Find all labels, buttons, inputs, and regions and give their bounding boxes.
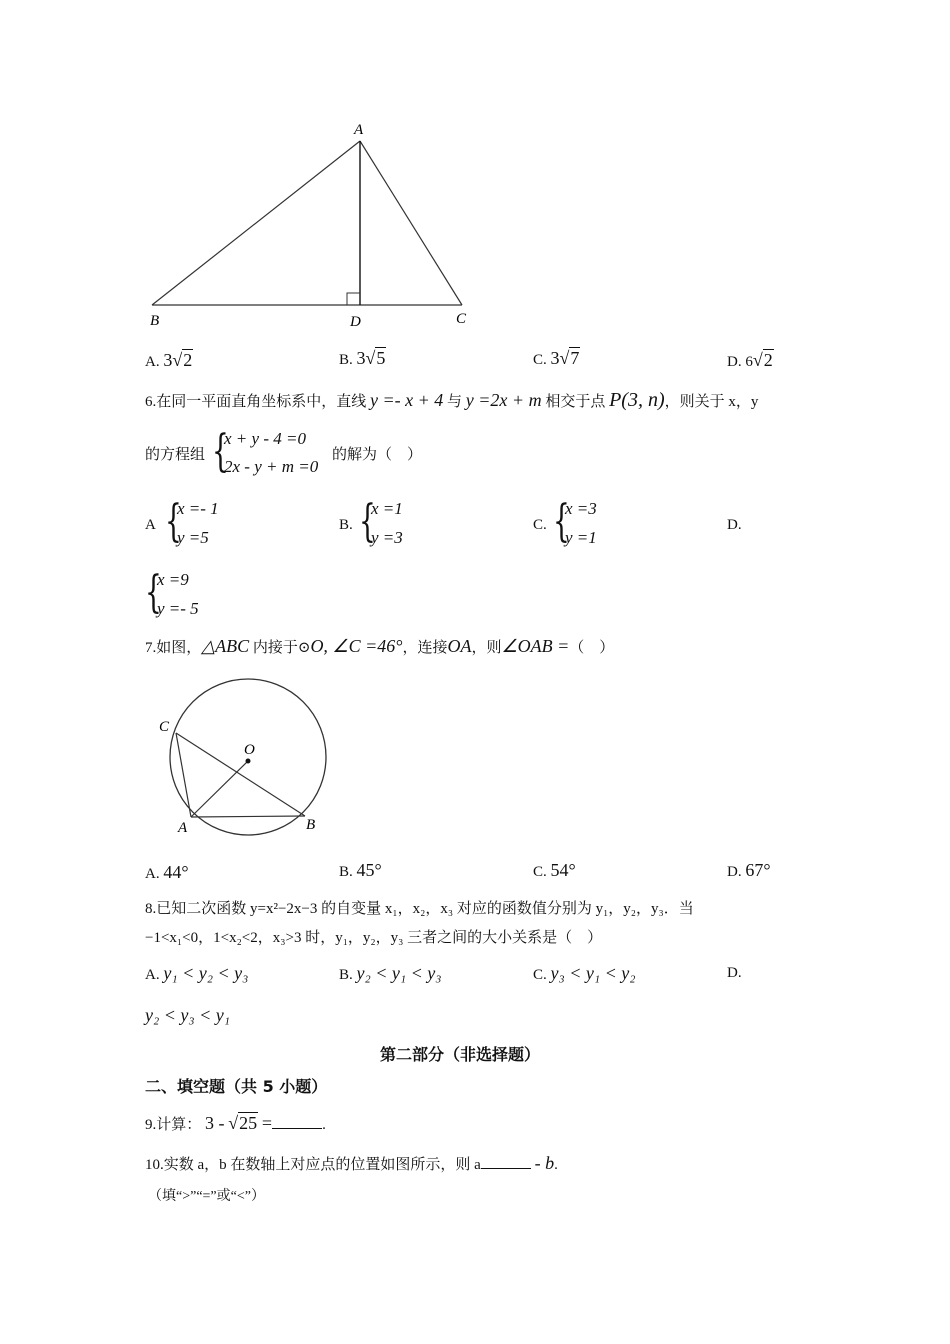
q10-stem: 10.实数 a，b 在数轴上对应点的位置如图所示，则 a - b. — [145, 1153, 558, 1173]
q8-option-d[interactable]: y₂ < y₃ < y₁ — [145, 1005, 231, 1025]
q6-option-b[interactable]: B. { x =1 y =3 — [339, 496, 403, 547]
circle-figure — [150, 675, 340, 840]
vertex-label-a: A — [354, 122, 364, 138]
vertex-label-b: B — [150, 313, 160, 329]
q7-stem: 7.如图，△ABC 内接于⊙O, ∠C =46°，连接OA，则∠OAB =（ ） — [145, 636, 615, 656]
part-two-title: 第二部分（非选择题） — [380, 1045, 541, 1064]
vertex-label-d: D — [350, 314, 361, 330]
q8-option-a[interactable]: A. y₁ < y₂ < y₃ — [145, 963, 249, 983]
q6-option-c[interactable]: C. { x =3 y =1 — [533, 496, 597, 547]
q10-answer-blank[interactable] — [481, 1154, 531, 1169]
q7-option-c[interactable]: C. 54° — [533, 860, 576, 880]
q6-stem-line1: 6.在同一平面直角坐标系中，直线 y =- x + 4 与 y =2x + m 相交于点 P(3, n)，则关于 x，y — [145, 389, 759, 411]
q7-option-b[interactable]: B. 45° — [339, 860, 382, 880]
circle-label-a: A — [178, 820, 188, 836]
q5-option-a[interactable]: A. 3√2 — [145, 350, 193, 370]
section-two-title: 二、填空题（共 5 小题） — [145, 1077, 328, 1096]
q8-option-b[interactable]: B. y₂ < y₁ < y₃ — [339, 963, 442, 983]
circle-label-c: C — [159, 719, 170, 735]
q6-option-a[interactable]: A { x =- 1 y =5 — [145, 496, 219, 547]
circle-label-o: O — [244, 742, 255, 758]
q5-option-c[interactable]: C. 3√7 — [533, 348, 580, 368]
q10-hint: （填“>”“=”或“<”） — [148, 1189, 265, 1204]
q9-answer-blank[interactable] — [272, 1114, 322, 1129]
q9-stem: 9.计算： 3 - √25 = . — [145, 1113, 326, 1133]
q5-option-d[interactable]: D. 6√2 — [727, 350, 773, 370]
circle-label-b: B — [306, 817, 316, 833]
q5-option-b[interactable]: B. 3√5 — [339, 348, 386, 368]
q8-option-c[interactable]: C. y₃ < y₁ < y₂ — [533, 963, 636, 983]
q6-option-d[interactable]: { x =9 y =- 5 — [145, 567, 199, 618]
q6-equation-system: { x + y - 4 =0 2x - y + m =0 — [212, 426, 319, 477]
triangle-figure — [140, 115, 480, 335]
q7-option-d[interactable]: D. 67° — [727, 860, 771, 880]
q6-option-d-letter[interactable]: D. — [727, 517, 742, 533]
q6-stem-line2: 的方程组 — [145, 447, 206, 463]
q7-option-a[interactable]: A. 44° — [145, 862, 189, 882]
q6-stem-end: 的解为（ ） — [332, 447, 423, 463]
vertex-label-c: C — [456, 311, 467, 327]
q8-option-d-letter[interactable]: D. — [727, 965, 742, 981]
q8-stem-line2: −1<x₁<0，1<x₂<2，x₃>3 时，y₁，y₂，y₃ 三者之间的大小关系是（ ） — [145, 930, 603, 946]
q8-stem-line1: 8.已知二次函数 y=x²−2x−3 的自变量 x₁，x₂，x₃ 对应的函数值分别为 y₁，y₂，y₃．当 — [145, 901, 694, 917]
